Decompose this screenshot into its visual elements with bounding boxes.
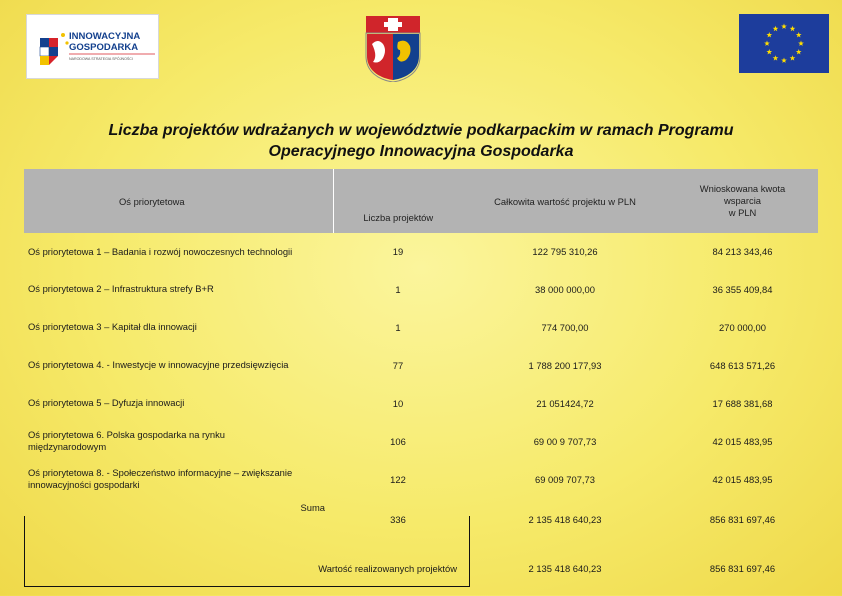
header-requested-line: w PLN bbox=[728, 207, 757, 218]
innowacyjna-gospodarka-logo bbox=[26, 14, 159, 79]
sum-total-value: 2 135 418 640,23 bbox=[528, 513, 602, 525]
axis-name-line: Oś priorytetowa 4. - Inwestycje w innowacyjne przedsięwzięcia bbox=[28, 359, 289, 370]
row-axis-name bbox=[24, 460, 333, 498]
sum-requested-amount: 856 831 697,46 bbox=[709, 513, 776, 525]
header-requested-line: Wnioskowana kwota bbox=[699, 183, 786, 194]
page-title-line-2: Operacyjnego Innowacyjna Gospodarka bbox=[268, 143, 574, 160]
row-axis-name bbox=[24, 346, 333, 384]
row-total-value: 69 009 707,73 bbox=[535, 473, 595, 485]
axis-name-line: Oś priorytetowa 6. Polska gospodarka na rynku bbox=[28, 429, 225, 440]
header-axis: Oś priorytetowa bbox=[24, 169, 333, 233]
row-project-count: 19 bbox=[392, 246, 404, 257]
row-requested-amount: 42 015 483,95 bbox=[712, 473, 773, 485]
row-requested-amount: 270 000,00 bbox=[719, 321, 766, 333]
table-row bbox=[24, 270, 818, 308]
eu-flag bbox=[739, 14, 829, 73]
realized-label: Wartość realizowanych projektów bbox=[318, 562, 457, 574]
brand-line-2: GOSPODARKA bbox=[69, 42, 139, 53]
realized-total-value: 2 135 418 640,23 bbox=[528, 562, 602, 574]
innowacyjna-gospodarka-emblem-icon bbox=[27, 15, 158, 78]
row-total-value: 69 00 9 707,73 bbox=[533, 435, 597, 447]
podkarpackie-coat-of-arms bbox=[364, 14, 422, 82]
realized-frame bbox=[24, 516, 470, 587]
brand-subtitle: NARODOWA STRATEGIA SPÓJNOŚCI bbox=[69, 57, 133, 61]
axis-name-line: Oś priorytetowa 8. - Społeczeństwo informacyjne – zwiększanie bbox=[28, 467, 293, 478]
table-row bbox=[24, 422, 818, 460]
row-project-count: 1 bbox=[395, 283, 401, 295]
axis-name-line: Oś priorytetowa 3 – Kapitał dla innowacji bbox=[28, 321, 197, 332]
row-axis-name bbox=[24, 270, 333, 308]
axis-name-line: Oś priorytetowa 1 – Badania i rozwój nowoczesnych technologii bbox=[28, 245, 293, 257]
row-requested-amount: 648 613 571,26 bbox=[709, 359, 776, 371]
realized-requested-amount: 856 831 697,46 bbox=[709, 562, 776, 574]
row-axis-name bbox=[24, 308, 333, 346]
axis-name-line: Oś priorytetowa 5 – Dyfuzja innowacji bbox=[28, 397, 185, 408]
header-project-count: Liczba projektów bbox=[333, 169, 463, 233]
row-total-value: 38 000 000,00 bbox=[535, 283, 595, 295]
coat-of-arms-icon bbox=[364, 14, 422, 82]
row-project-count: 10 bbox=[392, 397, 404, 409]
axis-name-line: Oś priorytetowa 2 – Infrastruktura strefy B+R bbox=[28, 283, 214, 294]
row-project-count: 1 bbox=[395, 321, 401, 333]
row-requested-amount: 42 015 483,95 bbox=[712, 435, 773, 447]
sum-project-count: 336 bbox=[390, 513, 406, 525]
table-row bbox=[24, 346, 818, 384]
row-axis-name bbox=[24, 384, 333, 422]
row-total-value: 774 700,00 bbox=[541, 321, 589, 333]
row-project-count: 106 bbox=[390, 435, 406, 447]
row-project-count: 122 bbox=[390, 473, 406, 485]
table-row bbox=[24, 384, 818, 422]
row-total-value: 21 051424,72 bbox=[536, 397, 594, 409]
eu-flag-icon bbox=[739, 14, 829, 73]
page-title bbox=[40, 120, 802, 162]
row-axis-name bbox=[24, 233, 333, 270]
table-header-row bbox=[24, 169, 818, 233]
brand-line-1: INNOWACYJNA bbox=[69, 31, 141, 42]
axis-name-line: międzynarodowym bbox=[28, 441, 107, 452]
header-total-value: Całkowita wartość projektu w PLN bbox=[463, 169, 667, 233]
row-requested-amount: 36 355 409,84 bbox=[712, 283, 773, 295]
table-row bbox=[24, 233, 818, 270]
row-project-count: 77 bbox=[392, 359, 404, 371]
row-requested-amount: 84 213 343,46 bbox=[712, 246, 773, 257]
row-axis-name bbox=[24, 422, 333, 460]
table-row bbox=[24, 460, 818, 498]
axis-name-line: innowacyjności gospodarki bbox=[28, 479, 140, 490]
page-title-line-1: Liczba projektów wdrażanych w województwie podkarpackim w ramach Programu bbox=[108, 122, 734, 139]
row-total-value: 122 795 310,26 bbox=[532, 246, 598, 257]
row-requested-amount: 17 688 381,68 bbox=[712, 397, 773, 409]
header-requested-amount bbox=[667, 169, 818, 233]
header-requested-line: wsparcia bbox=[724, 195, 761, 206]
row-total-value: 1 788 200 177,93 bbox=[528, 359, 602, 371]
sum-label: Suma bbox=[300, 502, 325, 513]
table-row bbox=[24, 308, 818, 346]
